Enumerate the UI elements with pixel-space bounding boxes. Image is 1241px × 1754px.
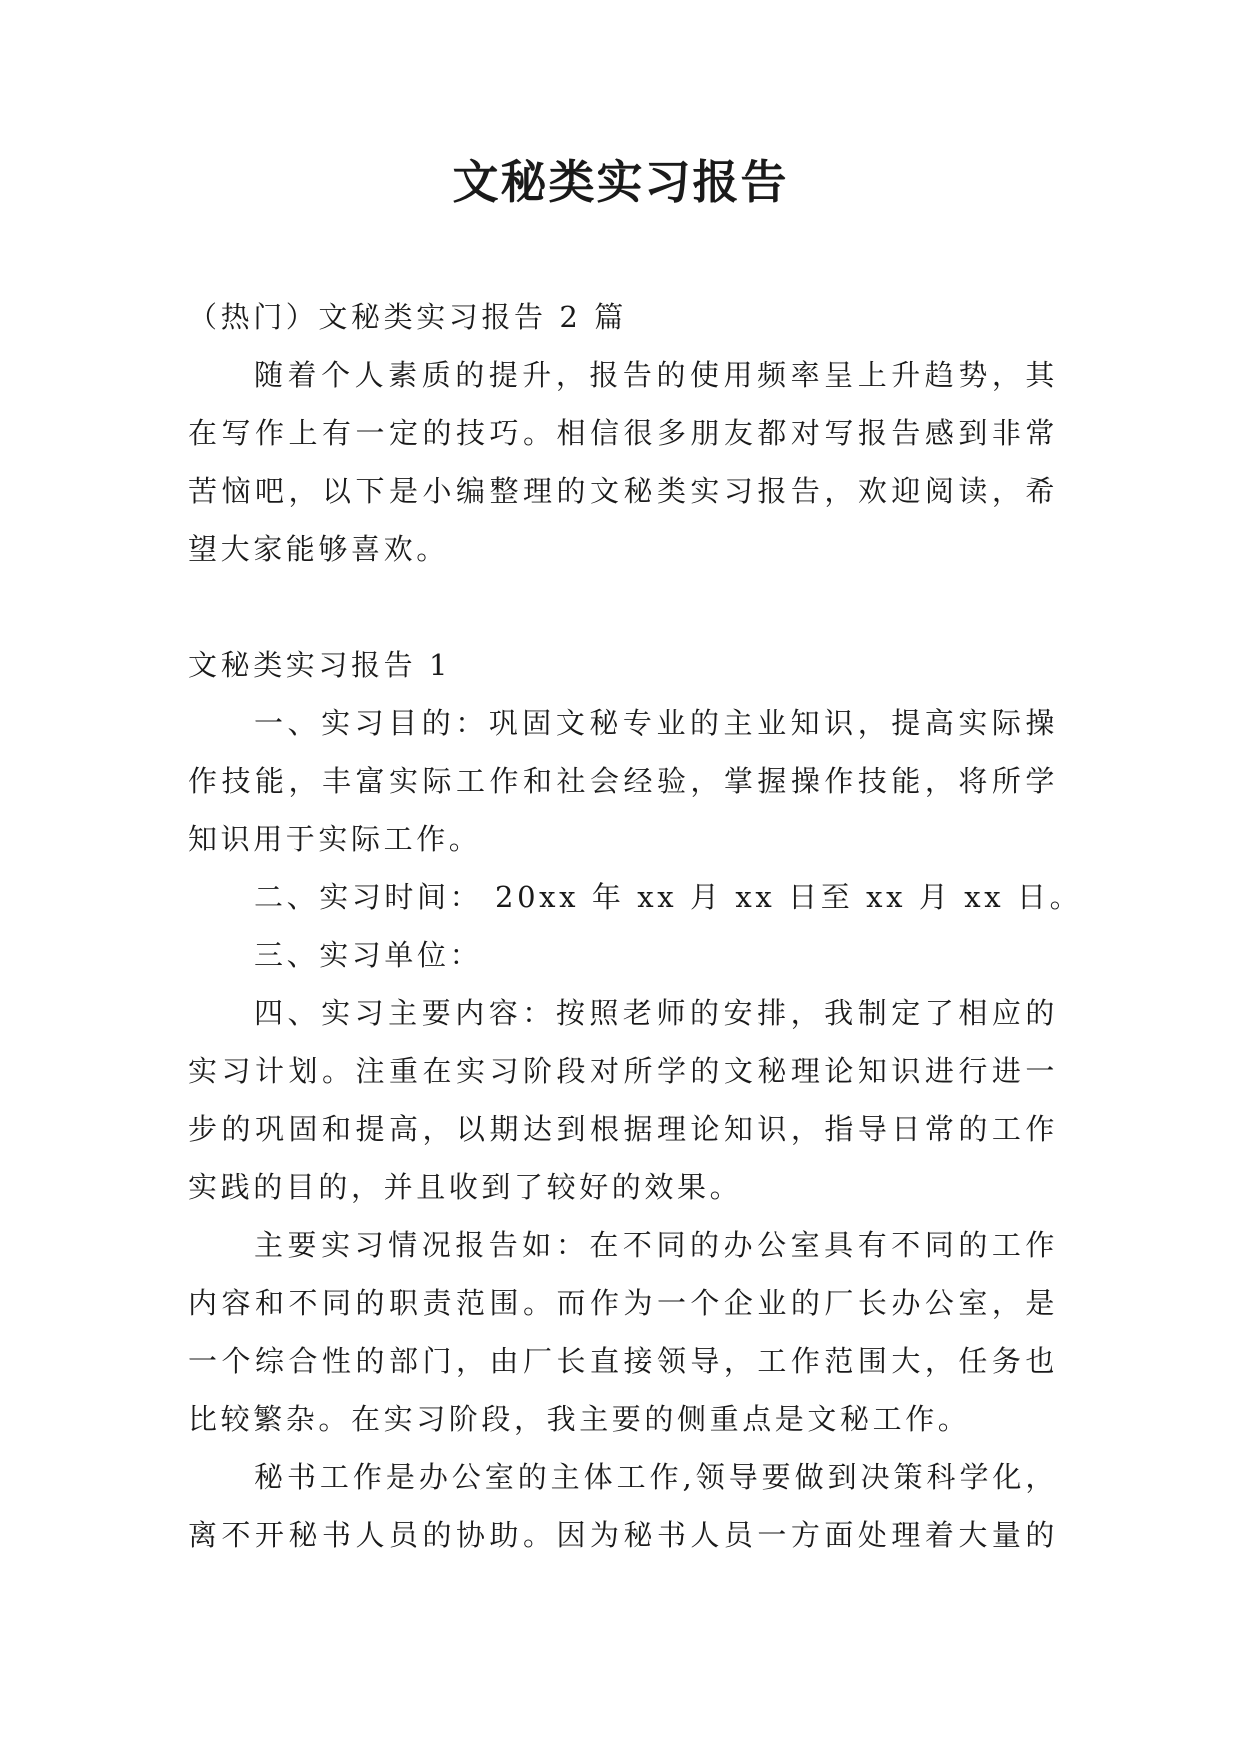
- item-line: 四、实习主要内容：按照老师的安排，我制定了相应的: [254, 996, 1058, 1030]
- main-report-paragraph: [188, 1216, 1058, 1448]
- item-line: 一、实习目的：巩固文秘专业的主业知识，提高实际操: [254, 706, 1058, 740]
- paragraph-line: 离不开秘书人员的协助。因为秘书人员一方面处理着大量的: [188, 1518, 1058, 1552]
- paragraph-line: 内容和不同的职责范围。而作为一个企业的厂长办公室，是: [188, 1286, 1058, 1320]
- section-heading: 文秘类实习报告 1: [188, 648, 452, 682]
- item-internship-time: 二、实习时间： 20xx 年 xx 月 xx 日至 xx 月 xx 日。: [254, 880, 1083, 914]
- intro-line: 随着个人素质的提升，报告的使用频率呈上升趋势，其: [254, 358, 1058, 392]
- intro-line: 在写作上有一定的技巧。相信很多朋友都对写报告感到非常: [188, 416, 1058, 450]
- item-line: 步的巩固和提高，以期达到根据理论知识，指导日常的工作: [188, 1112, 1058, 1146]
- document-body: [188, 288, 1083, 1564]
- item-line: 实践的目的，并且收到了较好的效果。: [188, 1170, 743, 1204]
- paragraph-line: 一个综合性的部门，由厂长直接领导，工作范围大，任务也: [188, 1344, 1058, 1378]
- intro-paragraph: [188, 346, 1058, 578]
- paragraph-line: 比较繁杂。在实习阶段，我主要的侧重点是文秘工作。: [188, 1402, 971, 1436]
- document-subtitle: （热门）文秘类实习报告 2 篇: [188, 300, 627, 334]
- item-internship-unit: 三、实习单位：: [254, 938, 483, 972]
- intro-line: 苦恼吧，以下是小编整理的文秘类实习报告，欢迎阅读，希: [188, 474, 1058, 508]
- paragraph-line: 秘书工作是办公室的主体工作,领导要做到决策科学化，: [254, 1460, 1058, 1494]
- item-line: 知识用于实际工作。: [188, 822, 482, 856]
- paragraph-line: 主要实习情况报告如：在不同的办公室具有不同的工作: [254, 1228, 1058, 1262]
- item-line: 作技能，丰富实际工作和社会经验，掌握操作技能，将所学: [188, 764, 1058, 798]
- intro-line: 望大家能够喜欢。: [188, 532, 449, 566]
- item-internship-content: [188, 984, 1058, 1216]
- document-title: 文秘类实习报告: [452, 155, 789, 209]
- secretary-work-paragraph: [188, 1448, 1058, 1564]
- item-internship-purpose: [188, 694, 1058, 868]
- item-line: 实习计划。注重在实习阶段对所学的文秘理论知识进行进一: [188, 1054, 1058, 1088]
- blank-line: [188, 578, 1058, 636]
